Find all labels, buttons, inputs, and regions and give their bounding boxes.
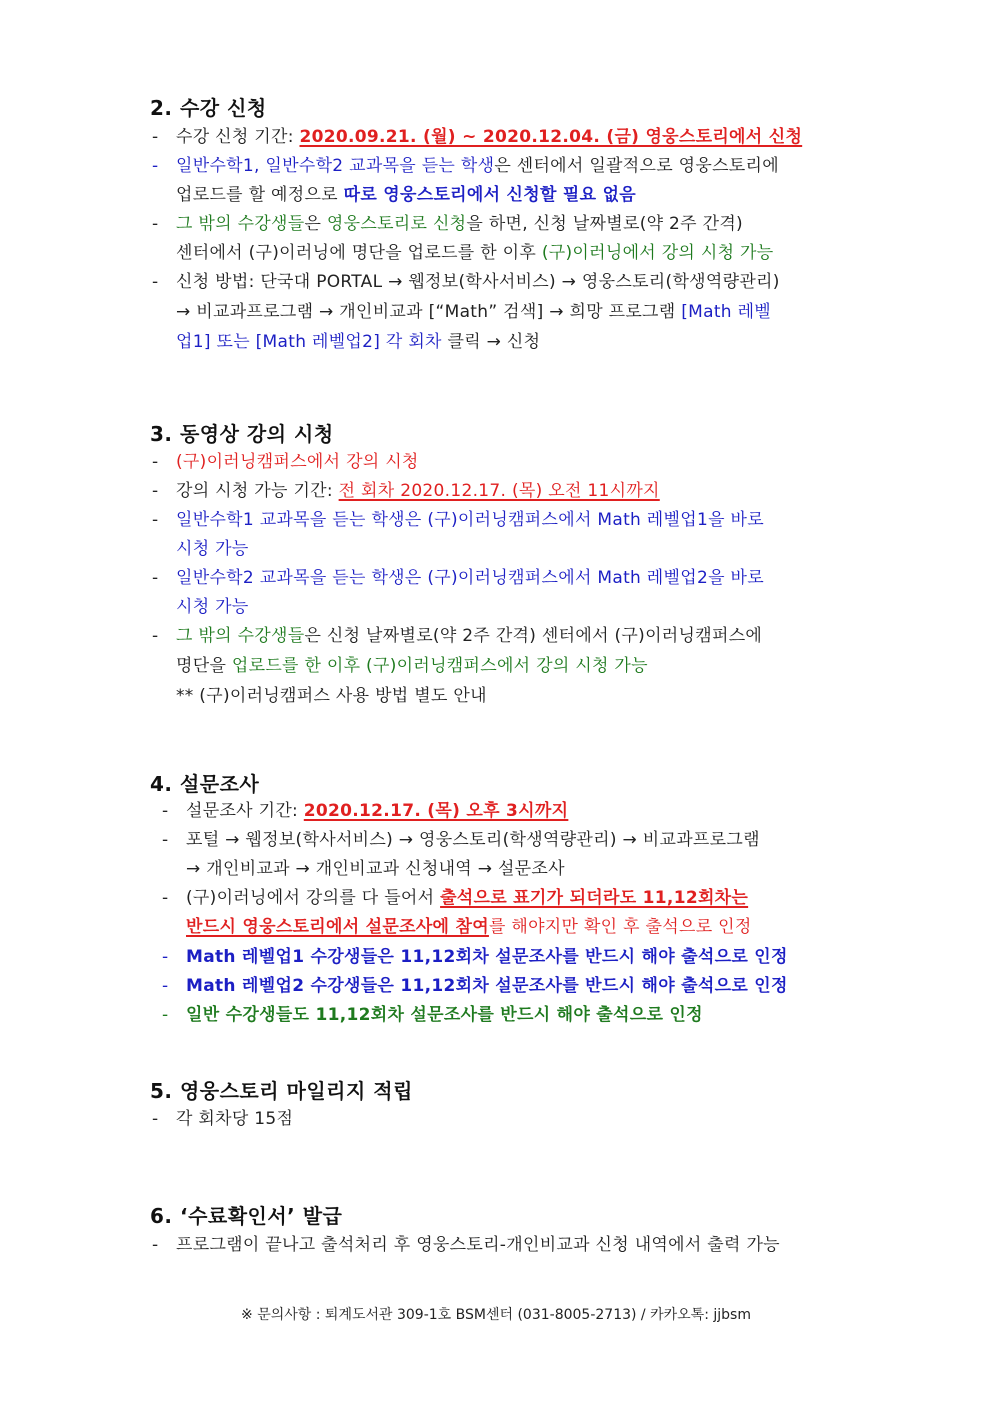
application-period: 2020.09.21. (월) ~ 2020.12.04. (금) 영웅스토리에서 신청 xyxy=(299,127,803,147)
s3-line-3: - 일반수학1 교과목을 듣는 학생은 (구)이러닝캠퍼스에서 Math 레벨업1을 바로 xyxy=(152,510,764,530)
s2-line-6: - 신청 방법: 단국대 PORTAL → 웹정보(학사서비스) → 영웅스토리(학생역량관리) xyxy=(152,272,780,292)
s3-line-5: - 일반수학2 교과목을 듣는 학생은 (구)이러닝캠퍼스에서 Math 레벨업2을 바로 xyxy=(152,568,764,588)
bullet-dash: - xyxy=(162,888,169,908)
s2-line-7: → 비교과프로그램 → 개인비교과 [“Math” 검색] → 희망 프로그램 [Math 레벨 xyxy=(176,302,772,322)
bullet-dash: - xyxy=(152,127,159,147)
bullet-dash: - xyxy=(152,510,159,530)
s4-line-6: - Math 레벨업1 수강생들은 11,12회차 설문조사를 반드시 해야 출석으로 인정 xyxy=(162,947,788,967)
bullet-dash: - xyxy=(152,1235,159,1255)
s2-line-8: 업1] 또는 [Math 레벨업2] 각 회차 클릭 → 신청 xyxy=(176,332,541,352)
bullet-dash: - xyxy=(162,947,169,967)
s4-line-8: - 일반 수강생들도 11,12회차 설문조사를 반드시 해야 출석으로 인정 xyxy=(162,1005,703,1025)
contact-footer: ※ 문의사항 : 퇴계도서관 309-1호 BSM센터 (031-8005-2713) / 카카오톡: jjbsm xyxy=(241,1307,751,1323)
bullet-dash: - xyxy=(162,1005,169,1025)
bullet-dash: - xyxy=(152,626,159,646)
s4-line-5: 반드시 영웅스토리에서 설문조사에 참여를 해야지만 확인 후 출석으로 인정 xyxy=(186,917,752,937)
bullet-dash: - xyxy=(152,481,159,501)
s3-line-4: 시청 가능 xyxy=(176,539,249,559)
bullet-dash: - xyxy=(152,452,159,472)
bullet-dash: - xyxy=(152,214,159,234)
bullet-dash: - xyxy=(152,1109,159,1129)
s5-line-1: - 각 회차당 15점 xyxy=(152,1109,294,1129)
s3-line-7: - 그 밖의 수강생들은 신청 날짜별로(약 2주 간격) 센터에서 (구)이러닝캠퍼스에 xyxy=(152,626,763,646)
s3-line-6: 시청 가능 xyxy=(176,597,249,617)
section-6-title: 6. ‘수료확인서’ 발급 xyxy=(150,1204,343,1228)
section-3-title: 3. 동영상 강의 시청 xyxy=(150,422,334,446)
s4-line-1: - 설문조사 기간: 2020.12.17. (목) 오후 3시까지 xyxy=(162,801,569,821)
s4-line-2: - 포털 → 웹정보(학사서비스) → 영웅스토리(학생역량관리) → 비교과프로그램 xyxy=(162,830,760,850)
section-4-title: 4. 설문조사 xyxy=(150,772,260,796)
s3-line-8: 명단을 업로드를 한 이후 (구)이러닝캠퍼스에서 강의 시청 가능 xyxy=(176,656,648,676)
bullet-dash: - xyxy=(162,801,169,821)
s2-line-4: - 그 밖의 수강생들은 영웅스토리로 신청을 하면, 신청 날짜별로(약 2주 간격) xyxy=(152,214,743,234)
survey-period: 2020.12.17. (목) 오후 3시까지 xyxy=(303,801,569,821)
s2-line-3: 업로드를 할 예정으로 따로 영웅스토리에서 신청할 필요 없음 xyxy=(176,185,637,205)
bullet-dash: - xyxy=(162,830,169,850)
viewing-period: 전 회차 2020.12.17. (목) 오전 11시까지 xyxy=(338,481,660,501)
s4-line-3: → 개인비교과 → 개인비교과 신청내역 → 설문조사 xyxy=(186,859,565,879)
bullet-dash: - xyxy=(152,156,159,176)
s4-line-4: - (구)이러닝에서 강의를 다 들어서 출석으로 표기가 되더라도 11,12회차는 xyxy=(162,888,749,908)
bullet-dash: - xyxy=(152,272,159,292)
bullet-dash: - xyxy=(152,568,159,588)
s3-line-1: - (구)이러닝캠퍼스에서 강의 시청 xyxy=(152,452,419,472)
section-2-title: 2. 수강 신청 xyxy=(150,96,267,120)
s2-line-5: 센터에서 (구)이러닝에 명단을 업로드를 한 이후 (구)이러닝에서 강의 시청 가능 xyxy=(176,243,774,263)
section-5-title: 5. 영웅스토리 마일리지 적립 xyxy=(150,1079,413,1103)
s6-line-1: - 프로그램이 끝나고 출석처리 후 영웅스토리-개인비교과 신청 내역에서 출력 가능 xyxy=(152,1235,780,1255)
s3-line-2: - 강의 시청 가능 기간: 전 회차 2020.12.17. (목) 오전 11시까지 xyxy=(152,481,660,501)
bullet-dash: - xyxy=(162,976,169,996)
s2-line-2: - 일반수학1, 일반수학2 교과목을 듣는 학생은 센터에서 일괄적으로 영웅스토리에 xyxy=(152,156,779,176)
s2-line-1: - 수강 신청 기간: 2020.09.21. (월) ~ 2020.12.04. (금) 영웅스토리에서 신청 xyxy=(152,127,803,147)
s4-line-7: - Math 레벨업2 수강생들은 11,12회차 설문조사를 반드시 해야 출석으로 인정 xyxy=(162,976,788,996)
s3-line-9: ** (구)이러닝캠퍼스 사용 방법 별도 안내 xyxy=(176,686,487,706)
